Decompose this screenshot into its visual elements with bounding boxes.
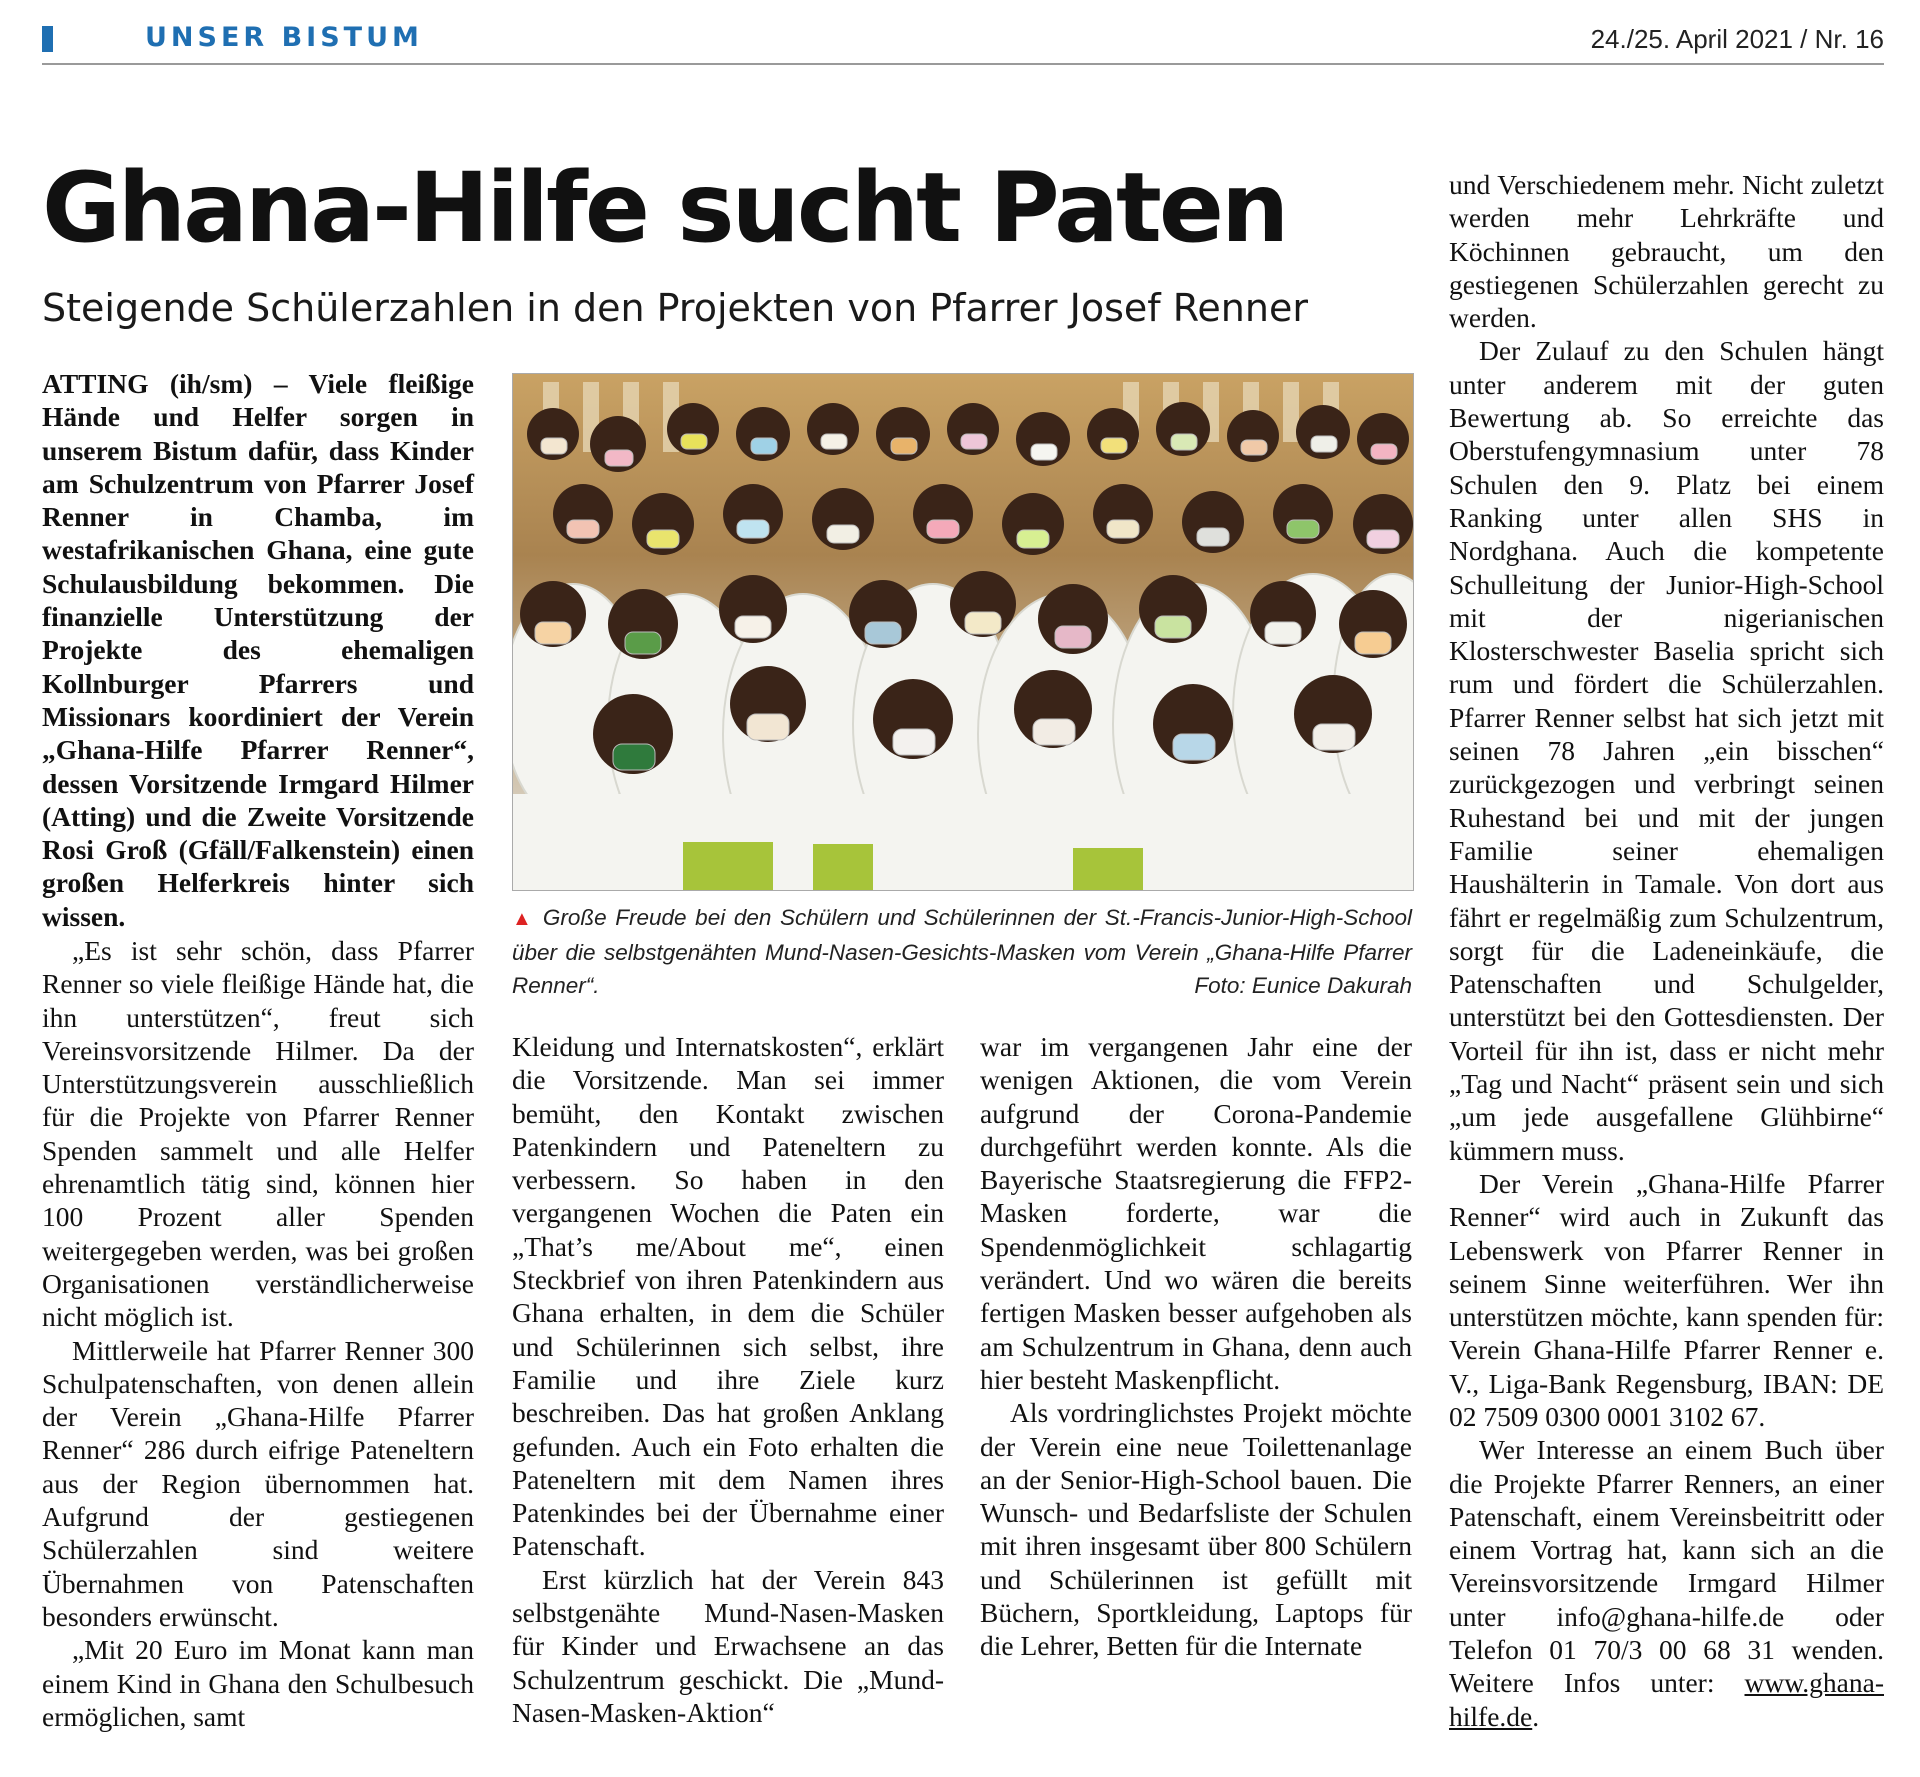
article-headline: Ghana-Hilfe sucht Paten [42,152,1287,264]
paragraph: Erst kürzlich hat der Verein 843 selbstgenähte Mund-Nasen-Masken für Kinder und Erwachsene an das Schulzentrum geschickt. Die „Mund-Nasen-Masken-Aktion“ [512,1563,944,1728]
students-photo-illustration [513,374,1414,891]
caption-text: Große Freude bei den Schülern und Schülerinnen der St.-Francis-Junior-High-School über die selbstgenähten Mund-Nasen-Gesichts-Masken vom Verein „Ghana-Hilfe Pfarrer Renner“. [512,905,1412,998]
paragraph: und Verschiedenem mehr. Nicht zuletzt werden mehr Lehrkräfte und Köchinnen gebraucht, um den gestiegenen Schülerzahlen gerecht zu werden. [1449,169,1884,334]
contact-text: Wer Interesse an einem Buch über die Projekte Pfarrer Renners, an einer Patenschaft, einem Vereinsbeitritt oder einem Vortrag hat, kann sich an die Vereinsvorsitzende Irmgard Hilmer unter info@ghana-hilfe.de oder Telefon 01 70/3 00 68 31 wenden. Weitere Infos unter: [1449,1434,1884,1699]
photo-caption [512,901,1412,1002]
paragraph [1449,1433,1884,1733]
paragraph: „Es ist sehr schön, dass Pfarrer Renner so viele fleißige Hände hat, die ihn unterstützen“, freut sich Vereinsvorsitzende Hilmer. Da der Unterstützungsverein ausschließlich für die Projekte von Pfarrer Renner Spenden sammelt und alle Helfer ehrenamtlich tätig sind, können hier 100 Prozent aller Spenden weitergegeben werden, was bei großen Organisationen verständlicherweise nicht möglich ist. [42,935,474,1333]
paragraph: Kleidung und Internatskosten“, erklärt die Vorsitzende. Man sei immer bemüht, den Kontakt zwischen Patenkindern und Pateneltern zu verbessern. So haben in den vergangenen Wochen die Paten ein „That’s me/About me“, einen Steckbrief von ihren Patenkindern aus Ghana erhalten, in dem die Schüler und Schülerinnen sich selbst, ihre Familie und ihre Ziele kurz beschreiben. Das hat großen Anklang gefunden. Auch ein Foto erhalten die Pateneltern mit dem Namen ihres Patenkindes bei der Übernahme einer Patenschaft. [512,1031,944,1562]
paragraph: war im vergangenen Jahr eine der wenigen Aktionen, die vom Verein aufgrund der Corona-Pandemie durchgeführt werden konnte. Als die Bayerische Staatsregierung die FFP2-Masken forderte, war die Spendenmöglichkeit schlagartig verändert. Und wo wären die bereits fertigen Masken besser aufgehoben als am Schulzentrum in Ghana, denn auch hier besteht Maskenpflicht. [980,1031,1412,1395]
article-lead: ATTING (ih/sm) – Viele fleißige Hände und Helfer sorgen in unserem Bistum dafür, dass Kinder am Schulzentrum von Pfarrer Josef Renner in Chamba, im westafrikanischen Ghana, eine gute Schulausbildung bekommen. Die finanzielle Unterstützung der Projekte des ehemaligen Kollnburger Pfarrers und Missionars koordiniert der Verein „Ghana-Hilfe Pfarrer Renner“, dessen Vorsitzende Irmgard Hilmer (Atting) und die Zweite Vorsitzende Rosi Groß (Gfäll/Falkenstein) einen großen Helferkreis hinter sich wissen. [42,368,474,932]
sentence-end: . [1532,1700,1540,1732]
paragraph: Der Zulauf zu den Schulen hängt unter anderem mit der guten Bewertung ab. So erreichte das Oberstufengymnasium unter 78 Schulen den 9. Platz bei einem Ranking unter allen SHS in Nordghana. Auch die kompetente Schulleitung der Junior-High-School mit der nigerianischen Klosterschwester Baselia spricht sich rum und fördert die Schülerzahlen. Pfarrer Renner selbst hat sich jetzt mit seinen 78 Jahren „ein bisschen“ zurückgezogen und verbringt seinen Ruhestand bei und mit der jungen Familie seiner ehemaligen Haushälterin in Tamale. Von dort aus fährt er regelmäßig zum Schulzentrum, sorgt für die Ladeneinkäufe, die Patenschaften und Schulgelder, unterstützt bei den Gottesdiensten. Der Vorteil für ihn ist, dass er nicht mehr „Tag und Nacht“ präsent sein und sich „um jede ausgefallene Glühbirne“ kümmern muss. [1449,335,1884,1166]
section-marker-bar [42,26,53,52]
paragraph: Der Verein „Ghana-Hilfe Pfarrer Renner“ wird auch in Zukunft das Lebenswerk von Pfarrer Renner in seinem Sinne weiterführen. Wer ihn unterstützen möchte, kann spenden für: Verein Ghana-Hilfe Pfarrer Renner e. V., Liga-Bank Regensburg, IBAN: DE 02 7509 0300 0001 3102 67. [1449,1167,1884,1432]
website-link[interactable]: www.ghana-hilfe.de [1449,1667,1884,1732]
caption-marker-icon: ▲ [512,908,535,930]
section-title: UNSER BISTUM [145,22,423,53]
article-column-2 [512,1030,944,1729]
article-column-4 [1449,168,1884,1733]
header-divider [42,63,1884,65]
paragraph: Mittlerweile hat Pfarrer Renner 300 Schulpatenschaften, von denen allein der Verein „Ghana-Hilfe Pfarrer Renner“ 286 durch eifrige Pateneltern aus der Region übernommen hat. Aufgrund der gestiegenen Schülerzahlen sind weitere Übernahmen von Patenschaften besonders erwünscht. [42,1334,474,1632]
article-column-1 [42,934,474,1733]
article-subheadline: Steigende Schülerzahlen in den Projekten von Pfarrer Josef Renner [42,286,1308,330]
issue-date: 24./25. April 2021 / Nr. 16 [1590,24,1884,54]
paragraph: „Mit 20 Euro im Monat kann man einem Kind in Ghana den Schulbesuch ermöglichen, samt [42,1634,474,1732]
photo-credit: Foto: Eunice Dakurah [1194,973,1412,998]
paragraph: Als vordringlichstes Projekt möchte der Verein eine neue Toilettenanlage an der Senior-High-School bauen. Die Wunsch- und Bedarfsliste der Schulen mit ihren insgesamt über 800 Schülern und Schülerinnen ist gefüllt mit Büchern, Sportkleidung, Laptops für die Lehrer, Betten für die Internate [980,1397,1412,1662]
article-photo [512,373,1414,891]
article-column-3 [980,1030,1412,1663]
